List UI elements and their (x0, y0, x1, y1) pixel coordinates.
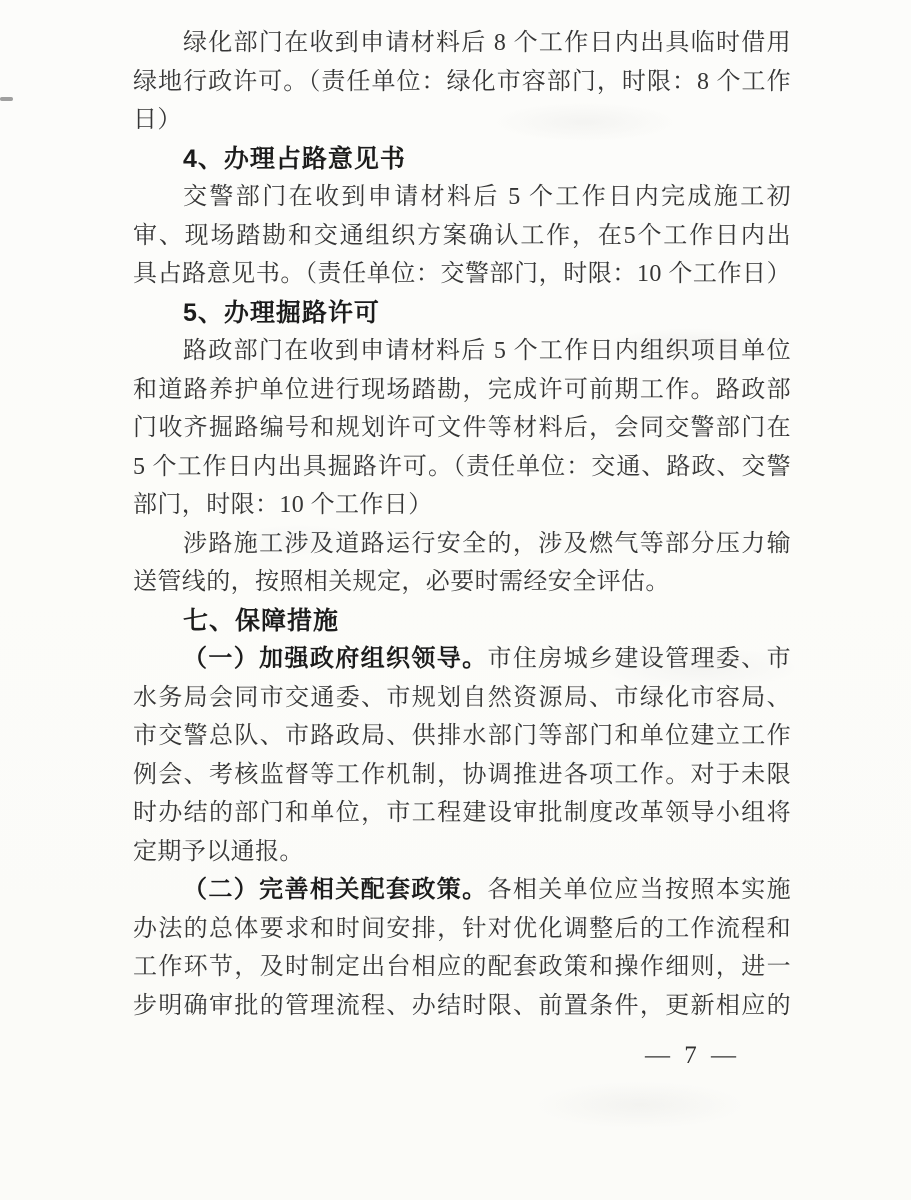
text-line: 交警部门在收到申请材料后 5 个工作日内完成施工初 (183, 184, 791, 210)
text-line: 具占路意见书。（责任单位：交警部门，时限：10 个工作日） (133, 261, 791, 287)
text-line: 工作环节，及时制定出台相应的配套政策和操作细则，进一 (133, 954, 791, 980)
text-line: 市交警总队、市路政局、供排水部门等部门和单位建立工作 (133, 723, 791, 749)
text-line: 路政部门在收到申请材料后 5 个工作日内组织项目单位 (183, 338, 791, 364)
text-line: 日） (133, 107, 182, 133)
text-line: 时办结的部门和单位，市工程建设审批制度改革领导小组将 (133, 800, 791, 826)
text-line: 审、现场踏勘和交通组织方案确认工作，在5个工作日内出 (133, 222, 791, 249)
document-body (133, 24, 791, 1025)
heading-line: 4、办理占路意见书 (183, 144, 406, 173)
text-line: 部门，时限：10 个工作日） (133, 492, 433, 518)
text-line: 例会、考核监督等工作机制，协调推进各项工作。对于未限 (133, 761, 791, 788)
text-line: 绿化部门在收到申请材料后 8 个工作日内出具临时借用 (183, 30, 791, 56)
text-line: 和道路养护单位进行现场踏勘，完成许可前期工作。路政部 (133, 376, 791, 403)
text-line: 送管线的，按照相关规定，必要时需经安全评估。 (133, 569, 670, 595)
bold-lead: （二）完善相关配套政策。 (183, 877, 488, 903)
text-line: 水务局会同市交通委、市规划自然资源局、市绿化市容局、 (133, 684, 791, 711)
text-line: 办法的总体要求和时间安排，针对优化调整后的工作流程和 (133, 915, 791, 942)
text-line: （二）完善相关配套政策。各相关单位应当按照本实施 (183, 877, 791, 903)
text-line: 定期予以通报。 (133, 838, 304, 865)
text-line: 绿地行政许可。（责任单位：绿化市容部门，时限：8 个工作 (133, 68, 791, 95)
page-number: — 7 — (645, 1042, 740, 1069)
text-line: 涉路施工涉及道路运行安全的，涉及燃气等部分压力输 (183, 530, 791, 557)
text-line: 步明确审批的管理流程、办结时限、前置条件，更新相应的 (133, 992, 791, 1019)
heading-line: 七、保障措施 (183, 606, 340, 635)
text-line: （一）加强政府组织领导。市住房城乡建设管理委、市 (183, 646, 791, 672)
text-line: 门收齐掘路编号和规划许可文件等材料后，会同交警部门在 (133, 415, 791, 441)
bold-lead: （一）加强政府组织领导。 (183, 646, 488, 672)
heading-line: 5、办理掘路许可 (183, 298, 380, 327)
scan-edge-artifact (0, 97, 13, 101)
text-line: 5 个工作日内出具掘路许可。（责任单位：交通、路政、交警 (133, 453, 791, 480)
